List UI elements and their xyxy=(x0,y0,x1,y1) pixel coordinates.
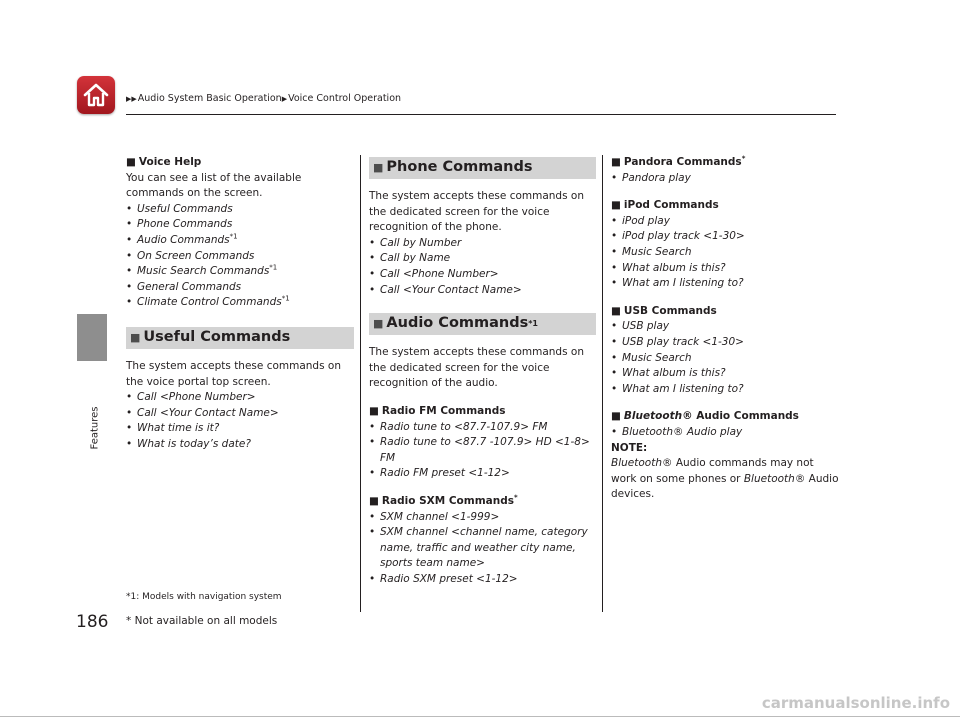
radio-sxm-heading: ■ Radio SXM Commands* xyxy=(369,493,518,507)
list-item: • Music Search xyxy=(611,351,841,367)
phone-commands-list xyxy=(369,236,596,298)
list-item: • Useful Commands xyxy=(126,202,354,218)
ipod-list xyxy=(611,214,841,292)
audio-commands-description: The system accepts these commands on the dedicated screen for the voice recognition of the audio. xyxy=(369,346,584,390)
voice-help-heading: ■ Voice Help xyxy=(126,156,202,168)
page-number: 186 xyxy=(76,612,109,632)
list-item: • Radio SXM preset <1-12> xyxy=(369,572,596,588)
list-item: • Call by Name xyxy=(369,251,596,267)
list-item: • What album is this? xyxy=(611,261,841,277)
breadcrumb-arrow-icon: ▶ xyxy=(281,95,288,103)
section-tab-marker xyxy=(77,314,107,361)
ipod-heading: ■ iPod Commands xyxy=(611,199,719,212)
useful-commands-description: The system accepts these commands on the voice portal top screen. xyxy=(126,359,341,388)
radio-sxm-list xyxy=(369,510,596,588)
list-item: • What time is it? xyxy=(126,421,354,437)
useful-commands-heading: ■ Useful Commands xyxy=(126,327,354,349)
list-item: • On Screen Commands xyxy=(126,249,354,265)
header-divider xyxy=(126,114,836,115)
list-item: • What am I listening to? xyxy=(611,382,841,398)
square-bullet-icon: ■ xyxy=(369,494,379,507)
list-item: • Radio tune to <87.7 -107.9> HD <1-8> FM xyxy=(369,435,596,466)
list-item: • Music Search xyxy=(611,245,841,261)
home-button[interactable] xyxy=(77,76,115,114)
list-item: • Phone Commands xyxy=(126,217,354,233)
phone-commands-description: The system accepts these commands on the dedicated screen for the voice recognition of the phone. xyxy=(369,190,584,234)
list-item: • USB play track <1-30> xyxy=(611,335,841,351)
bluetooth-heading: ■ Bluetooth® Audio Commands xyxy=(611,410,799,423)
list-item: • What am I listening to? xyxy=(611,276,841,292)
list-item: • Pandora play xyxy=(611,171,841,187)
breadcrumb-item[interactable]: Audio System Basic Operation xyxy=(137,93,282,104)
list-item: • Call <Your Contact Name> xyxy=(126,406,354,422)
list-item: • Radio tune to <87.7-107.9> FM xyxy=(369,420,596,436)
footnote: *1: Models with navigation system xyxy=(126,592,282,602)
column-right xyxy=(611,155,841,503)
bluetooth-note: Bluetooth® Audio commands may not work on some phones or Bluetooth® Audio devices. xyxy=(611,457,839,501)
list-item: • Climate Control Commands$^{*1}$ xyxy=(126,295,354,311)
list-item: • Call <Phone Number> xyxy=(126,390,354,406)
list-item: • Audio Commands$^{*1}$ xyxy=(126,233,354,249)
list-item: • What album is this? xyxy=(611,366,841,382)
list-item: • Call <Your Contact Name> xyxy=(369,283,596,299)
square-bullet-icon: ■ xyxy=(611,410,621,423)
column-divider xyxy=(602,155,603,612)
list-item: • Call <Phone Number> xyxy=(369,267,596,283)
breadcrumb-item[interactable]: Voice Control Operation xyxy=(288,93,402,104)
home-icon xyxy=(82,81,110,109)
square-bullet-icon: ■ xyxy=(611,156,621,168)
square-bullet-icon: ■ xyxy=(126,156,136,168)
useful-commands-list xyxy=(126,390,354,452)
list-item: • SXM channel <1-999> xyxy=(369,510,596,526)
list-item: • What is today’s date? xyxy=(126,437,354,453)
breadcrumb xyxy=(126,93,401,104)
availability-note: * Not available on all models xyxy=(126,615,278,627)
voice-help-description: You can see a list of the available commands on the screen. xyxy=(126,171,302,200)
list-item: • Call by Number xyxy=(369,236,596,252)
radio-fm-list xyxy=(369,420,596,482)
breadcrumb-arrow-icon: ▶▶ xyxy=(126,95,137,103)
pandora-heading: ■ Pandora Commands* xyxy=(611,154,746,168)
usb-heading: ■ USB Commands xyxy=(611,304,717,317)
note-label: NOTE: xyxy=(611,441,648,454)
square-bullet-icon: ■ xyxy=(611,304,621,317)
usb-list xyxy=(611,319,841,397)
column-left xyxy=(126,155,354,453)
square-bullet-icon: ■ xyxy=(373,317,384,331)
list-item: • SXM channel <channel name, category name, traffic and weather city name, sports team name> xyxy=(369,525,596,572)
square-bullet-icon: ■ xyxy=(130,331,141,345)
audio-commands-heading: ■ Audio Commands *1 xyxy=(369,313,596,335)
list-item: • General Commands xyxy=(126,280,354,296)
section-label: Features xyxy=(89,406,101,450)
list-item: • Bluetooth® Audio play xyxy=(611,425,841,441)
list-item: • iPod play xyxy=(611,214,841,230)
list-item: • Music Search Commands$^{*1}$ xyxy=(126,264,354,280)
pandora-list xyxy=(611,171,841,187)
column-middle xyxy=(369,155,596,587)
bluetooth-list xyxy=(611,425,841,441)
square-bullet-icon: ■ xyxy=(373,161,384,175)
column-divider xyxy=(360,155,361,612)
list-item: • USB play xyxy=(611,319,841,335)
radio-fm-heading: ■ Radio FM Commands xyxy=(369,404,506,417)
list-item: • iPod play track <1-30> xyxy=(611,229,841,245)
watermark: carmanualsonline.info xyxy=(761,694,950,712)
voice-help-list xyxy=(126,202,354,311)
phone-commands-heading: ■ Phone Commands xyxy=(369,157,596,179)
list-item: • Radio FM preset <1-12> xyxy=(369,466,596,482)
bottom-divider xyxy=(0,716,960,717)
square-bullet-icon: ■ xyxy=(369,404,379,417)
square-bullet-icon: ■ xyxy=(611,199,621,212)
